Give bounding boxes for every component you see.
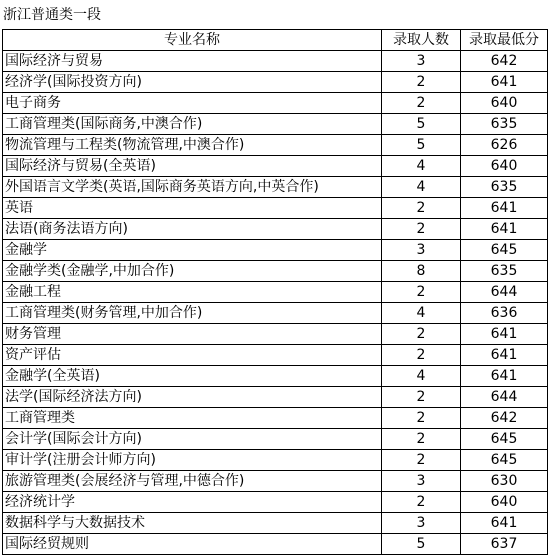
- admitted-count-cell: 2: [382, 93, 461, 114]
- admitted-count-cell: 5: [382, 114, 461, 135]
- min-score-cell: 640: [461, 93, 548, 114]
- table-row: [3, 492, 548, 513]
- major-name-cell: 数据科学与大数据技术: [3, 513, 382, 534]
- major-name-cell: 经济学(国际投资方向): [3, 72, 382, 93]
- min-score-cell: 640: [461, 156, 548, 177]
- major-name-cell: 外国语言文学类(英语,国际商务英语方向,中英合作): [3, 177, 382, 198]
- table-row: [3, 408, 548, 429]
- table-row: [3, 303, 548, 324]
- table-row: [3, 282, 548, 303]
- major-name-cell: 国际经济与贸易(全英语): [3, 156, 382, 177]
- min-score-cell: 635: [461, 261, 548, 282]
- min-score-cell: 645: [461, 240, 548, 261]
- table-row: [3, 135, 548, 156]
- min-score-cell: 645: [461, 429, 548, 450]
- major-name-cell: 工商管理类(国际商务,中澳合作): [3, 114, 382, 135]
- min-score-cell: 642: [461, 51, 548, 72]
- table-row: [3, 114, 548, 135]
- min-score-cell: 641: [461, 324, 548, 345]
- min-score-cell: 635: [461, 114, 548, 135]
- min-score-cell: 644: [461, 282, 548, 303]
- admitted-count-cell: 2: [382, 450, 461, 471]
- major-name-cell: 金融工程: [3, 282, 382, 303]
- table-row: [3, 177, 548, 198]
- min-score-cell: 641: [461, 198, 548, 219]
- min-score-cell: 641: [461, 72, 548, 93]
- admitted-count-cell: 2: [382, 387, 461, 408]
- major-name-cell: 金融学: [3, 240, 382, 261]
- major-name-cell: 会计学(国际会计方向): [3, 429, 382, 450]
- table-row: [3, 156, 548, 177]
- major-name-cell: 国际经济与贸易: [3, 51, 382, 72]
- table-row: [3, 345, 548, 366]
- admitted-count-cell: 2: [382, 324, 461, 345]
- admitted-count-cell: 5: [382, 135, 461, 156]
- admitted-count-cell: 5: [382, 534, 461, 555]
- major-name-cell: 审计学(注册会计师方向): [3, 450, 382, 471]
- major-name-cell: 电子商务: [3, 93, 382, 114]
- admitted-count-cell: 8: [382, 261, 461, 282]
- admitted-count-cell: 2: [382, 492, 461, 513]
- major-name-cell: 金融学(全英语): [3, 366, 382, 387]
- min-score-cell: 630: [461, 471, 548, 492]
- admitted-count-cell: 4: [382, 303, 461, 324]
- major-name-cell: 经济统计学: [3, 492, 382, 513]
- min-score-cell: 641: [461, 513, 548, 534]
- admitted-count-cell: 3: [382, 513, 461, 534]
- header-row: [3, 30, 548, 51]
- admitted-count-cell: 2: [382, 429, 461, 450]
- table-row: [3, 513, 548, 534]
- column-header-admitted-count: 录取人数: [382, 30, 461, 51]
- min-score-cell: 635: [461, 177, 548, 198]
- major-name-cell: 国际经贸规则: [3, 534, 382, 555]
- min-score-cell: 641: [461, 219, 548, 240]
- table-row: [3, 219, 548, 240]
- major-name-cell: 财务管理: [3, 324, 382, 345]
- major-name-cell: 物流管理与工程类(物流管理,中澳合作): [3, 135, 382, 156]
- major-name-cell: 工商管理类(财务管理,中加合作): [3, 303, 382, 324]
- major-name-cell: 英语: [3, 198, 382, 219]
- admitted-count-cell: 2: [382, 345, 461, 366]
- major-name-cell: 金融学类(金融学,中加合作): [3, 261, 382, 282]
- table-row: [3, 471, 548, 492]
- min-score-cell: 626: [461, 135, 548, 156]
- admitted-count-cell: 4: [382, 177, 461, 198]
- table-row: [3, 261, 548, 282]
- admitted-count-cell: 3: [382, 51, 461, 72]
- major-name-cell: 工商管理类: [3, 408, 382, 429]
- table-row: [3, 240, 548, 261]
- admitted-count-cell: 3: [382, 240, 461, 261]
- admitted-count-cell: 2: [382, 282, 461, 303]
- major-name-cell: 法语(商务法语方向): [3, 219, 382, 240]
- admitted-count-cell: 2: [382, 408, 461, 429]
- table-caption: 浙江普通类一段: [3, 7, 101, 23]
- min-score-cell: 641: [461, 345, 548, 366]
- table-row: [3, 51, 548, 72]
- table-row: [3, 198, 548, 219]
- min-score-cell: 641: [461, 366, 548, 387]
- column-header-major: 专业名称: [3, 30, 382, 51]
- admitted-count-cell: 4: [382, 156, 461, 177]
- table-row: [3, 366, 548, 387]
- table-row: [3, 72, 548, 93]
- admitted-count-cell: 2: [382, 219, 461, 240]
- min-score-cell: 644: [461, 387, 548, 408]
- min-score-cell: 645: [461, 450, 548, 471]
- table-row: [3, 450, 548, 471]
- min-score-cell: 642: [461, 408, 548, 429]
- major-name-cell: 旅游管理类(会展经济与管理,中德合作): [3, 471, 382, 492]
- admitted-count-cell: 2: [382, 72, 461, 93]
- admitted-count-cell: 2: [382, 198, 461, 219]
- admitted-count-cell: 4: [382, 366, 461, 387]
- major-name-cell: 法学(国际经济法方向): [3, 387, 382, 408]
- major-name-cell: 资产评估: [3, 345, 382, 366]
- table-row: [3, 429, 548, 450]
- table-row: [3, 387, 548, 408]
- table-row: [3, 534, 548, 555]
- admission-scores-table: [2, 29, 548, 555]
- min-score-cell: 637: [461, 534, 548, 555]
- min-score-cell: 636: [461, 303, 548, 324]
- table-row: [3, 324, 548, 345]
- table-row: [3, 93, 548, 114]
- min-score-cell: 640: [461, 492, 548, 513]
- admitted-count-cell: 3: [382, 471, 461, 492]
- column-header-min-score: 录取最低分: [461, 30, 548, 51]
